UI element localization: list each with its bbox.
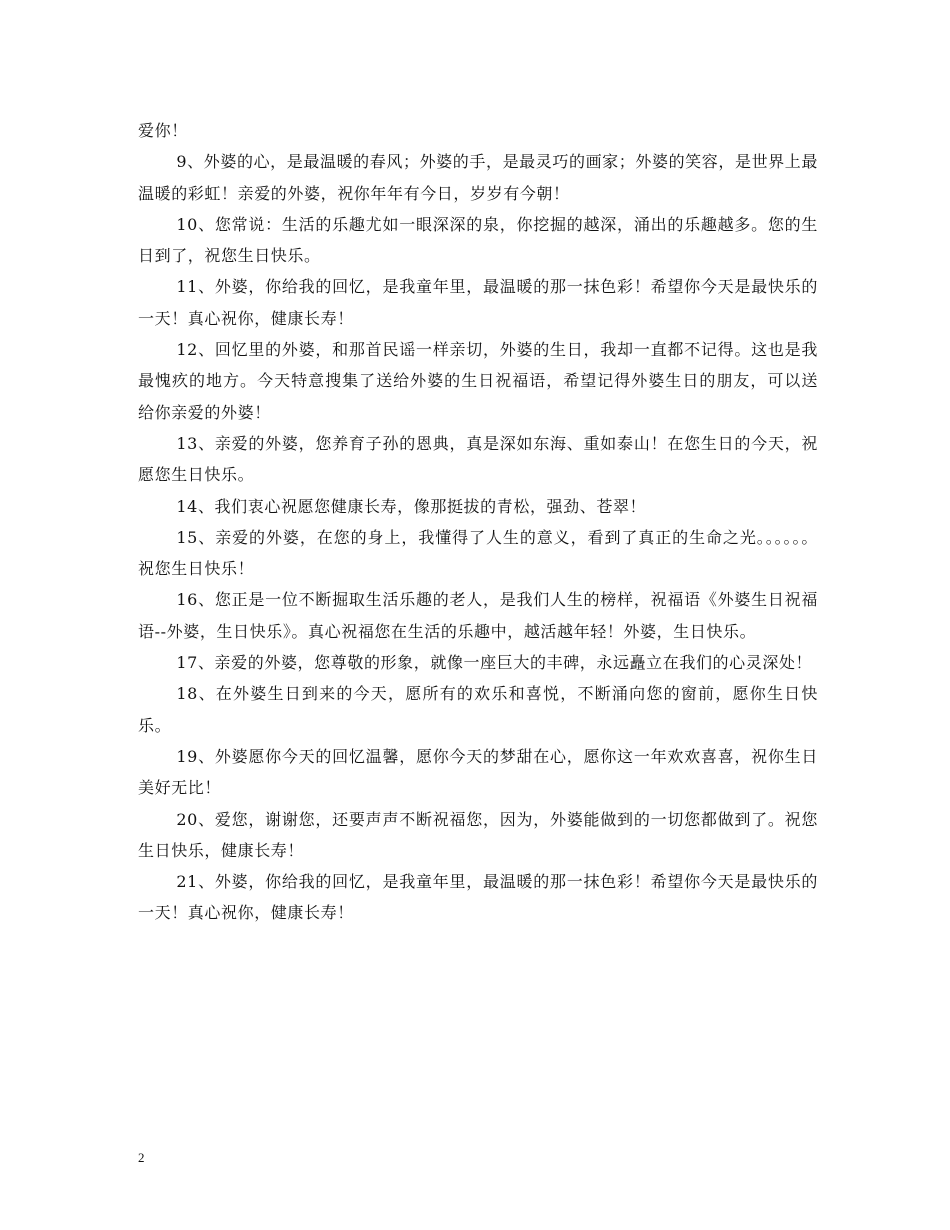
paragraph-9: 9、外婆的心，是最温暖的春风；外婆的手，是最灵巧的画家；外婆的笑容，是世界上最温暖的彩虹！亲爱的外婆，祝你年年有今日，岁岁有今朝！ (138, 152, 818, 203)
paragraph-10: 10、您常说：生活的乐趣尤如一眼深深的泉，你挖掘的越深，涌出的乐趣越多。您的生日到了，祝您生日快乐。 (138, 214, 818, 266)
paragraph-19: 19、外婆愿你今天的回忆温馨，愿你今天的梦甜在心，愿你这一年欢欢喜喜，祝你生日美好无比！ (138, 746, 818, 798)
paragraph-11: 11、外婆，你给我的回忆，是我童年里，最温暖的那一抹色彩！希望你今天是最快乐的一天！真心祝你，健康长寿！ (138, 277, 818, 328)
paragraph-continued: 爱你！ (138, 121, 188, 140)
page-number: 2 (138, 1150, 145, 1165)
paragraph-14: 14、我们衷心祝愿您健康长寿，像那挺拔的青松，强劲、苍翠！ (176, 496, 647, 516)
paragraph-18: 18、在外婆生日到来的今天，愿所有的欢乐和喜悦，不断涌向您的窗前，愿你生日快乐。 (138, 684, 818, 735)
paragraph-20: 20、爱您，谢谢您，还要声声不断祝福您，因为，外婆能做到的一切您都做到了。祝您生日快乐，健康长寿！ (138, 809, 818, 860)
paragraph-13: 13、亲爱的外婆，您养育子孙的恩典，真是深如东海、重如泰山！在您生日的今天，祝愿您生日快乐。 (138, 433, 818, 485)
paragraph-17: 17、亲爱的外婆，您尊敬的形象，就像一座巨大的丰碑，永远矗立在我们的心灵深处！ (176, 653, 813, 673)
paragraph-21: 21、外婆，你给我的回忆，是我童年里，最温暖的那一抹色彩！希望你今天是最快乐的一天！真心祝你，健康长寿！ (138, 872, 818, 923)
paragraph-15: 15、亲爱的外婆，在您的身上，我懂得了人生的意义，看到了真正的生命之光。。。。。。祝您生日快乐！ (138, 527, 818, 579)
paragraph-16: 16、您正是一位不断掘取生活乐趣的老人，是我们人生的榜样，祝福语《外婆生日祝福语--外婆，生日快乐》。真心祝福您在生活的乐趣中，越活越年轻！外婆，生日快乐。 (138, 590, 818, 641)
document-body (138, 115, 818, 929)
paragraph-12: 12、回忆里的外婆，和那首民谣一样亲切，外婆的生日，我却一直都不记得。这也是我最愧疚的地方。今天特意搜集了送给外婆的生日祝福语，希望记得外婆生日的朋友，可以送给你亲爱的外婆！ (138, 340, 818, 422)
